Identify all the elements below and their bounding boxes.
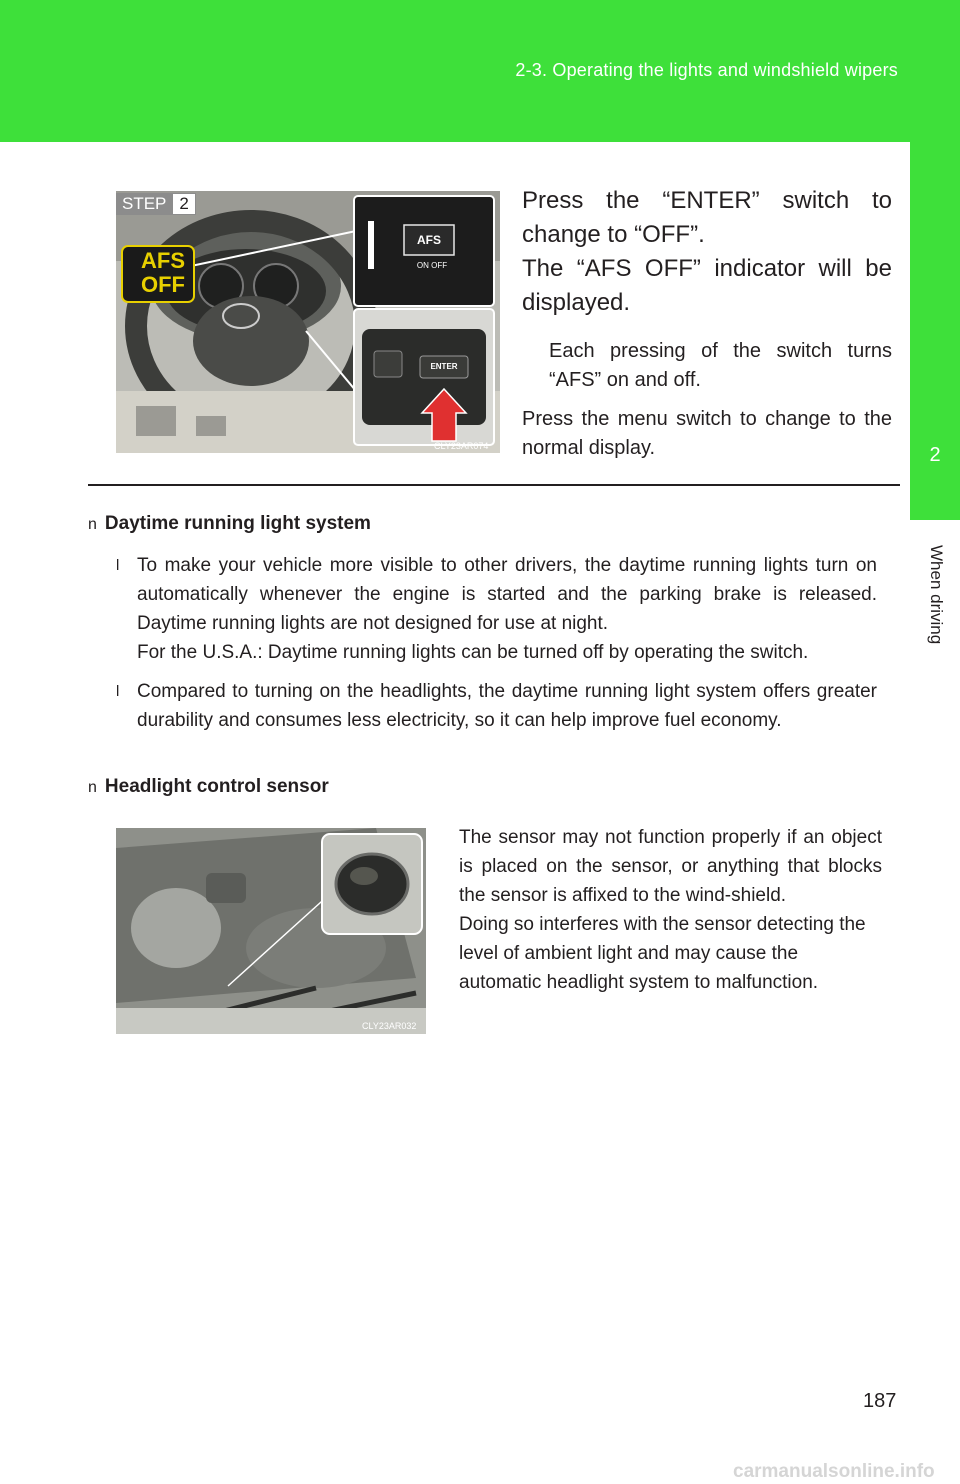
daytime-item-1-usa: For the U.S.A.: Daytime running lights can be turned off by operating the switch. — [137, 642, 809, 663]
daytime-item-2-text: Compared to turning on the headlights, the daytime running light system offers greater durability and consumes less electricity, so it can help improve fuel economy. — [137, 681, 877, 731]
sensor-text-2: Doing so interferes with the sensor detecting the level of ambient light and may cause the automatic headlight system to malfunction. — [459, 914, 866, 993]
section-title: 2-3. Operating the lights and windshield wipers — [515, 60, 898, 80]
page-number: 187 — [863, 1390, 897, 1412]
figure-code: CLY23AR074 — [434, 441, 489, 451]
page-header — [0, 0, 960, 142]
step-badge — [116, 193, 196, 215]
watermark-logo — [731, 1456, 960, 1484]
daytime-section-title: Daytime running light system — [104, 513, 371, 534]
afs-toggle-note: Each pressing of the switch turns “AFS” on and off. — [549, 340, 892, 391]
afs-switch-illustration — [116, 191, 500, 453]
section-bullet: n — [88, 779, 97, 796]
figure-code: CLY23AR032 — [362, 1021, 417, 1031]
enter-button-label: ENTER — [430, 362, 458, 371]
daytime-item-2 — [116, 677, 877, 735]
svg-text:carmanualsonline.info: carmanualsonline.info — [733, 1461, 935, 1482]
step-text: Press the “ENTER” switch to change to “OFF”. — [522, 187, 892, 248]
step-number: 2 — [172, 193, 195, 215]
section-divider — [88, 484, 900, 486]
daytime-item-1-text: To make your vehicle more visible to other drivers, the daytime running lights turn on automatically whenever the engine is started and the parking brake is released. Daytime running lights are not designed for use at night. — [137, 555, 877, 634]
afs-indicator-line2: OFF — [141, 272, 185, 297]
sensor-text-1: The sensor may not function properly if an object is placed on the sensor, or anything that blocks the sensor is affixed to the wind-shield. — [459, 827, 882, 906]
afs-switch-figure — [116, 191, 500, 453]
chapter-label-text: When driving — [927, 545, 946, 645]
windshield-sensor-illustration — [116, 828, 426, 1034]
display-on-off: ON OFF — [416, 261, 448, 270]
chapter-label — [916, 545, 956, 685]
chapter-tab — [910, 142, 960, 520]
daytime-section-heading — [88, 513, 371, 535]
sensor-section-heading — [88, 776, 329, 798]
sensor-figure — [116, 828, 426, 1034]
display-afs-label: AFS — [417, 233, 441, 247]
section-bullet: n — [88, 516, 97, 533]
normal-display-note: Press the menu switch to change to the normal display. — [522, 408, 892, 459]
chapter-number: 2 — [929, 444, 941, 466]
indicator-text: The “AFS OFF” indicator will be displayed. — [522, 255, 892, 316]
step-label: STEP — [116, 193, 172, 215]
afs-indicator-line1: AFS — [141, 248, 185, 273]
sensor-description — [459, 823, 882, 997]
sensor-section-title: Headlight control sensor — [104, 776, 329, 797]
item-bullet: l — [116, 557, 120, 574]
daytime-item-1 — [116, 551, 877, 667]
item-bullet: l — [116, 683, 120, 700]
step-instructions — [522, 184, 892, 320]
